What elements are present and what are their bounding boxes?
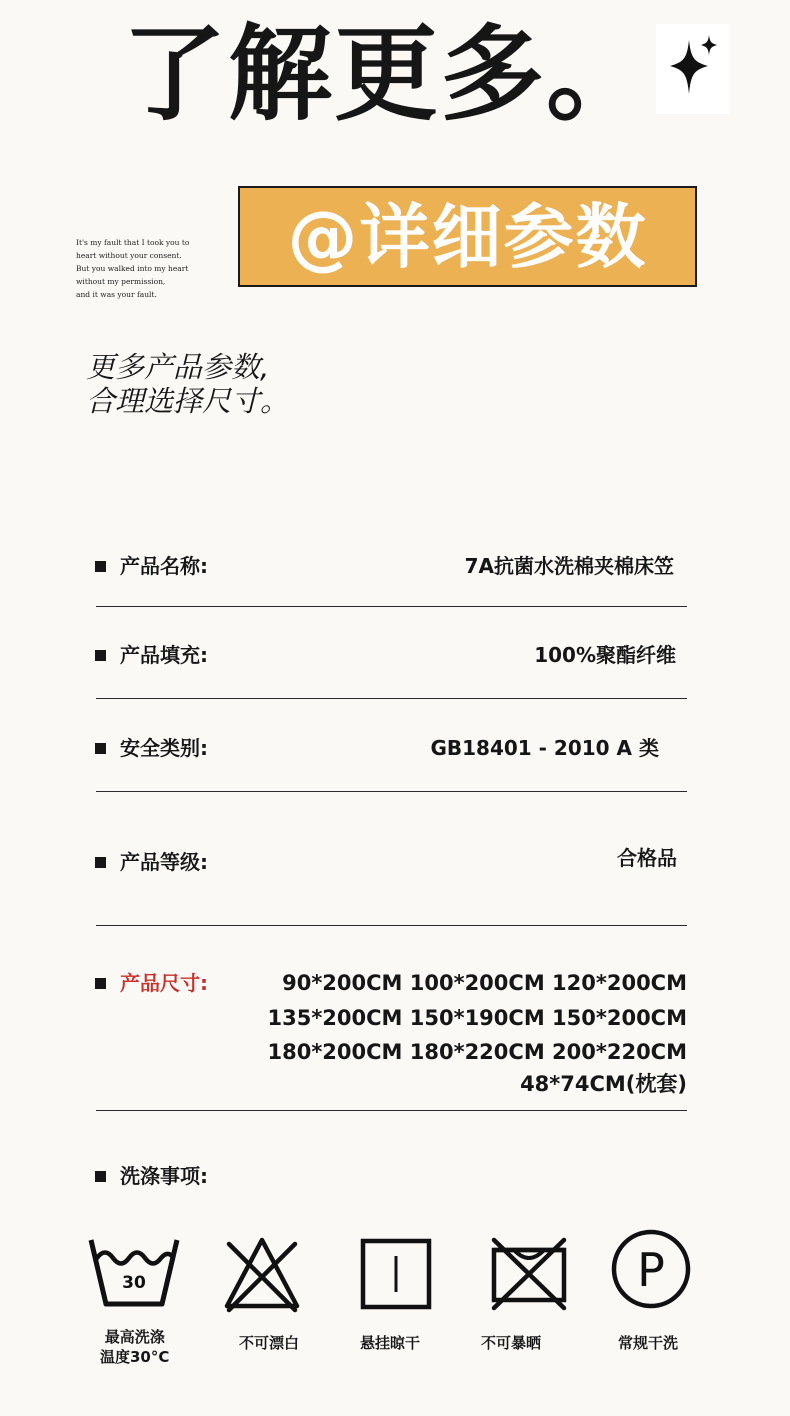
bullet-square-icon xyxy=(95,1171,106,1182)
divider xyxy=(96,606,687,607)
bullet-square-icon xyxy=(95,561,106,572)
divider xyxy=(96,791,687,792)
care-label: 洗涤事项: xyxy=(95,1166,208,1186)
size-list xyxy=(267,966,687,1098)
size-line: 90*200CM 100*200CM 120*200CM xyxy=(282,971,687,995)
size-line: 180*200CM 180*220CM 200*220CM xyxy=(267,1040,687,1064)
spec-label-safety: 安全类别: xyxy=(95,738,208,758)
no-sun-dry-icon xyxy=(488,1236,570,1316)
spec-label-grade: 产品等级: xyxy=(95,852,208,872)
care-caption-dryclean: 常规干洗 xyxy=(618,1334,679,1352)
care-caption-hang: 悬挂晾干 xyxy=(360,1334,421,1352)
bullet-square-icon xyxy=(95,743,106,754)
size-label: 产品尺寸: xyxy=(95,973,208,993)
subtitle-line-1: 更多产品参数, xyxy=(86,350,270,384)
dry-clean-p-icon xyxy=(610,1228,692,1314)
page-title: 了解更多。 xyxy=(122,13,653,135)
subtitle xyxy=(86,350,289,418)
size-line: 135*200CM 150*190CM 150*200CM xyxy=(267,1005,687,1030)
spec-value-filling: 100%聚酯纤维 xyxy=(534,643,676,667)
divider xyxy=(96,1110,687,1111)
subtitle-line-2: 合理选择尺寸。 xyxy=(86,384,290,418)
sparkle-icon xyxy=(656,24,730,114)
spec-value-grade: 合格品 xyxy=(617,846,677,870)
divider xyxy=(96,698,687,699)
spec-value-safety: GB18401 - 2010 A 类 xyxy=(430,736,659,760)
divider xyxy=(96,925,687,926)
spec-value-name: 7A抗菌水洗棉夹棉床笠 xyxy=(464,554,674,578)
no-bleach-icon xyxy=(222,1234,302,1318)
section-banner xyxy=(238,186,697,287)
bullet-square-icon xyxy=(95,857,106,868)
bullet-square-icon xyxy=(95,650,106,661)
banner-label: @详细参数 xyxy=(287,195,648,278)
spec-label-filling: 产品填充: xyxy=(95,645,208,665)
bullet-square-icon xyxy=(95,978,106,989)
care-caption-bleach: 不可漂白 xyxy=(239,1334,300,1352)
care-caption-sun: 不可暴晒 xyxy=(481,1334,542,1352)
care-caption-wash: 最高洗涤 温度30°C xyxy=(100,1328,170,1366)
size-line: 48*74CM(枕套) xyxy=(520,1071,687,1096)
spec-label-name: 产品名称: xyxy=(95,556,208,576)
hang-dry-icon xyxy=(360,1238,432,1314)
dry-clean-symbol: P xyxy=(637,1243,665,1297)
wash-temp-text: 30 xyxy=(122,1273,146,1293)
decorative-poem: It's my fault that I took you to heart without your consent. But you walked into my heart without my permission, and it was your fault. xyxy=(76,238,190,299)
wash-30-icon xyxy=(88,1232,180,1314)
